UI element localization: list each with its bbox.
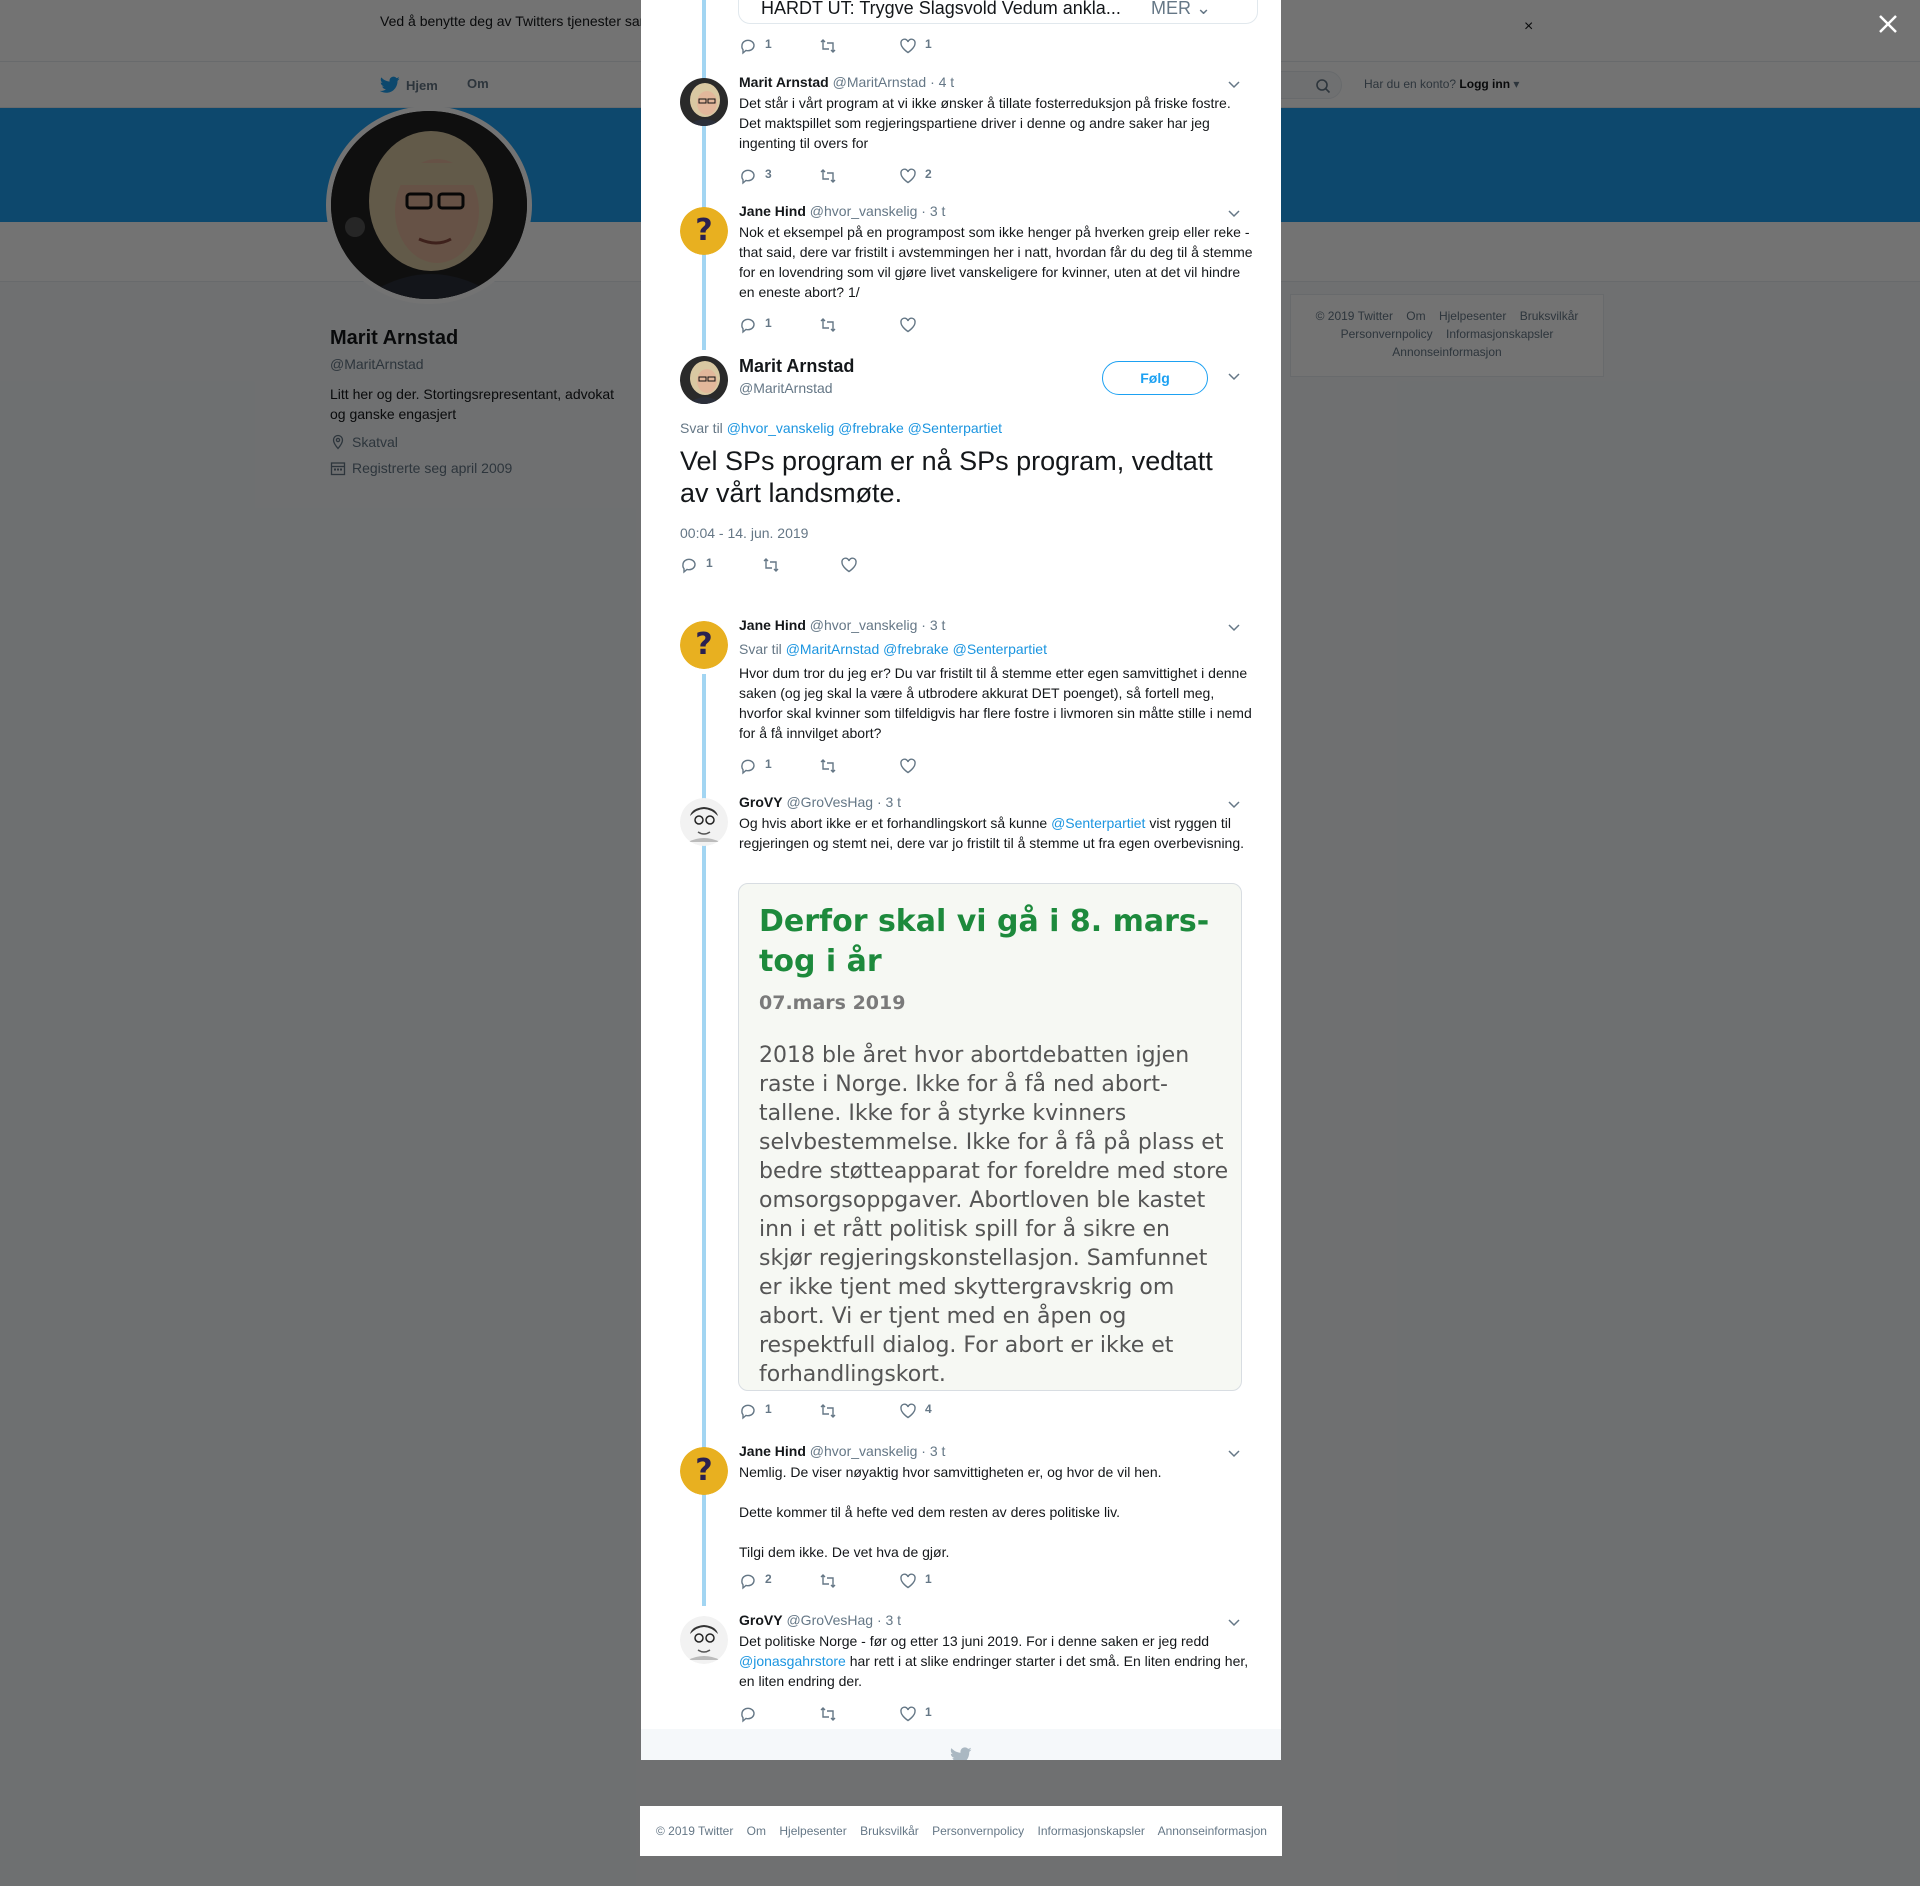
follow-button[interactable]: Følg: [1102, 361, 1208, 395]
retweet-icon: [819, 1572, 837, 1590]
reply-button[interactable]: [739, 167, 772, 185]
chevron-down-icon[interactable]: [1226, 619, 1242, 635]
tweet-time[interactable]: · 4 t: [930, 74, 955, 90]
mention-link[interactable]: @jonasgahrstore: [739, 1653, 846, 1669]
main-tweet: [641, 352, 1281, 588]
reply-count: 1: [706, 556, 713, 570]
like-icon: [899, 757, 917, 775]
reply-button[interactable]: [739, 37, 772, 55]
tweet-header: [739, 617, 945, 633]
tweet-author-name[interactable]: Marit Arnstad: [739, 74, 829, 90]
reply-icon: [739, 1402, 757, 1420]
reply-button[interactable]: [739, 1705, 765, 1723]
like-icon: [899, 167, 917, 185]
link-card-preview[interactable]: [738, 0, 1258, 24]
chevron-down-icon[interactable]: [1226, 368, 1242, 384]
like-button[interactable]: [899, 37, 932, 55]
tweet-author-name[interactable]: Jane Hind: [739, 203, 806, 219]
tweet-text-part: Og hvis abort ikke er et forhandlingskort så kunne: [739, 815, 1052, 831]
retweet-icon: [762, 556, 780, 574]
retweet-button[interactable]: [819, 1705, 837, 1723]
card-title: HARDT UT: Trygve Slagsvold Vedum ankla...: [761, 0, 1121, 18]
main-tweet-timestamp[interactable]: 00:04 - 14. jun. 2019: [680, 525, 809, 541]
footer-link[interactable]: © 2019 Twitter: [656, 1824, 734, 1838]
reply-icon: [739, 167, 757, 185]
reply-mentions[interactable]: @hvor_vanskelig @frebrake @Senterpartiet: [726, 420, 1003, 436]
chevron-down-icon: ⌄: [1196, 0, 1212, 18]
tweet-time[interactable]: · 3 t: [876, 794, 902, 810]
avatar[interactable]: [680, 798, 728, 846]
footer-link[interactable]: Annonseinformasjon: [1157, 1824, 1267, 1838]
thread-tweet[interactable]: [641, 74, 1281, 184]
tweet-author-name[interactable]: Jane Hind: [739, 1443, 806, 1459]
retweet-button[interactable]: [819, 757, 837, 775]
tweet-header: [739, 794, 901, 810]
footer-link[interactable]: Om: [746, 1824, 767, 1838]
like-count: 1: [925, 1572, 932, 1586]
like-icon: [899, 1705, 917, 1723]
tweet-text-line: Tilgi dem ikke. De vet hva de gjør.: [739, 1544, 950, 1560]
like-icon: [899, 1402, 917, 1420]
avatar[interactable]: [680, 621, 728, 669]
tweet-header: [739, 1612, 901, 1628]
tweet-text-part: har rett i at slike endringer starter i det små. En liten endring her, en liten endring der.: [739, 1653, 1249, 1689]
close-icon[interactable]: [1874, 10, 1902, 38]
tweet-text: [739, 1462, 1254, 1562]
reply-button[interactable]: [739, 1572, 772, 1590]
reply-mentions[interactable]: @MaritArnstad @frebrake @Senterpartiet: [785, 641, 1047, 657]
tweet-modal: [641, 0, 1281, 1760]
chevron-down-icon[interactable]: [1226, 76, 1242, 92]
tweet-author-handle[interactable]: @hvor_vanskelig: [809, 617, 918, 633]
main-tweet-author-handle[interactable]: @MaritArnstad: [739, 380, 833, 396]
reply-tweet[interactable]: [641, 1443, 1281, 1593]
tweet-author-name[interactable]: Jane Hind: [739, 617, 806, 633]
reply-icon: [680, 556, 698, 574]
like-icon: [899, 1572, 917, 1590]
tweet-author-handle[interactable]: @hvor_vanskelig: [809, 1443, 918, 1459]
footer-link[interactable]: Bruksvilkår: [860, 1824, 919, 1838]
tweet-header: [739, 203, 945, 219]
reply-button[interactable]: [739, 316, 772, 334]
like-button[interactable]: [899, 1572, 932, 1590]
tweet-text: Det står i vårt program at vi ikke ønsker å tillate fosterreduksjon på friske fostre. Det maktspillet som regjeringspartiene driver i denne og andre saker har jeg ingenting til overs for: [739, 95, 1231, 151]
article-body: 2018 ble året hvor abortdebatten igjen raste i Norge. Ikke for å få ned abort-tallene. Ikke for å styrke kvinners selvbestemmelse. Ikke for å få på plass et bedre støtteapparat for foreldre med store omsorgsoppgaver. Abortloven ble kastet inn i et rått politisk spill for å sikre en skjør regjeringskonstellasjon. Samfunnet er ikke tjent med skyttergravskrig om abort. Vi er tjent med en åpen og respektfull dialog. For abort er ikke et forhandlingskort.: [759, 1043, 1229, 1387]
like-button[interactable]: [899, 1402, 932, 1420]
retweet-icon: [819, 37, 837, 55]
card-more-button[interactable]: [1151, 0, 1211, 19]
tweet-text-part: Det politiske Norge - før og etter 13 juni 2019. For i denne saken er jeg redd: [739, 1633, 1210, 1649]
thread-tweet[interactable]: [641, 203, 1281, 333]
like-icon: [840, 556, 858, 574]
tweet-author-name[interactable]: GroVY: [739, 794, 783, 810]
retweet-icon: [819, 1402, 837, 1420]
retweet-button[interactable]: [819, 167, 837, 185]
article-date: 07.mars 2019: [759, 992, 906, 1014]
tweet-time[interactable]: · 3 t: [921, 203, 946, 219]
chevron-down-icon[interactable]: [1226, 1614, 1242, 1630]
retweet-icon: [819, 316, 837, 334]
avatar[interactable]: [680, 1616, 728, 1664]
footer-link[interactable]: Personvernpolicy: [932, 1824, 1025, 1838]
svg-text:?: ?: [695, 627, 713, 662]
avatar[interactable]: [680, 356, 728, 404]
reply-button[interactable]: [680, 556, 713, 574]
chevron-down-icon[interactable]: [1226, 205, 1242, 221]
retweet-button[interactable]: [819, 1572, 837, 1590]
avatar[interactable]: [680, 1447, 728, 1495]
footer-link[interactable]: Hjelpesenter: [779, 1824, 847, 1838]
tweet-text-line: Nemlig. De viser nøyaktig hvor samvittigheten er, og hvor de vil hen.: [739, 1464, 1162, 1480]
retweet-button[interactable]: [819, 316, 837, 334]
page-footer: [640, 1806, 1282, 1856]
tweet-text-line: Dette kommer til å hefte ved dem resten av deres politiske liv.: [739, 1504, 1121, 1520]
tweet-text: Nok et eksempel på en programpost som ikke henger på hverken greip eller reke - that said, dere var fristilt i avstemmingen her i natt, hvordan får du deg til å stemme for en lovendring som vil gjøre livet vanskeligere for kvinner, uten at det vil hindre en eneste abort? 1/: [739, 224, 1253, 300]
tweet-text: [739, 813, 1254, 853]
like-icon: [899, 316, 917, 334]
retweet-button[interactable]: [819, 1402, 837, 1420]
like-count: 2: [925, 167, 932, 181]
reply-icon: [739, 37, 757, 55]
reply-tweet[interactable]: [641, 1612, 1281, 1722]
reply-count: 2: [765, 1572, 772, 1586]
reply-count: 3: [765, 167, 772, 181]
reply-count: 1: [765, 757, 772, 771]
tweet-time[interactable]: · 3 t: [876, 1612, 902, 1628]
card-more-label: MER: [1151, 0, 1191, 18]
reply-count: 1: [765, 37, 772, 51]
tweet-author-handle[interactable]: @MaritArnstad: [832, 74, 927, 90]
reply-tweet[interactable]: [641, 617, 1281, 777]
reply-prefix: Svar til: [739, 641, 782, 657]
mention-link[interactable]: @Senterpartiet: [1051, 815, 1146, 831]
article-title: Derfor skal vi gå i 8. mars-tog i år: [759, 904, 1210, 979]
chevron-down-icon[interactable]: [1226, 796, 1242, 812]
attached-article-image[interactable]: [738, 883, 1242, 1391]
retweet-icon: [819, 757, 837, 775]
like-count: 1: [925, 37, 932, 51]
reply-button[interactable]: [739, 1402, 772, 1420]
reply-icon: [739, 757, 757, 775]
retweet-icon: [819, 167, 837, 185]
tweet-header: [739, 74, 954, 90]
reply-icon: [739, 1705, 757, 1723]
tweet-time[interactable]: · 3 t: [921, 617, 946, 633]
like-button[interactable]: [899, 167, 932, 185]
tweet-author-handle[interactable]: @GroVesHag: [786, 1612, 874, 1628]
reply-context: [739, 641, 1047, 657]
like-button[interactable]: [840, 556, 858, 574]
like-button[interactable]: [899, 316, 917, 334]
reply-icon: [739, 1572, 757, 1590]
retweet-icon: [819, 1705, 837, 1723]
like-count: 4: [925, 1402, 932, 1416]
reply-context: [680, 420, 1002, 436]
retweet-button[interactable]: [819, 37, 837, 55]
main-tweet-text: Vel SPs program er nå SPs program, vedtatt av vårt landsmøte.: [680, 446, 1213, 508]
reply-count: 1: [765, 1402, 772, 1416]
tweet-header: [739, 1443, 945, 1459]
footer-link[interactable]: Informasjonskapsler: [1037, 1824, 1145, 1838]
reply-icon: [739, 316, 757, 334]
avatar[interactable]: [680, 207, 728, 255]
svg-text:?: ?: [695, 1453, 713, 1488]
tweet-text-part: vist ryggen til regjeringen og stemt nei, dere var jo fristilt til å stemme ut fra egen overbevisning.: [739, 815, 1245, 851]
chevron-down-icon[interactable]: [1226, 1445, 1242, 1461]
like-count: 1: [925, 1705, 932, 1719]
reply-button[interactable]: [739, 757, 772, 775]
like-button[interactable]: [899, 1705, 932, 1723]
avatar[interactable]: [680, 78, 728, 126]
like-button[interactable]: [899, 757, 917, 775]
tweet-author-name[interactable]: GroVY: [739, 1612, 783, 1628]
main-tweet-author-name[interactable]: Marit Arnstad: [739, 356, 855, 376]
tweet-text: [739, 1631, 1254, 1691]
reply-count: 1: [765, 316, 772, 330]
like-icon: [899, 37, 917, 55]
tweet-author-handle[interactable]: @hvor_vanskelig: [809, 203, 918, 219]
retweet-button[interactable]: [762, 556, 780, 574]
reply-prefix: Svar til: [680, 420, 723, 436]
modal-bottom-strip: [641, 1729, 1281, 1760]
svg-text:?: ?: [695, 213, 713, 248]
tweet-author-handle[interactable]: @GroVesHag: [786, 794, 874, 810]
tweet-text: Hvor dum tror du jeg er? Du var fristilt til å stemme etter egen samvittighet i denne saken (og jeg skal la være å utbrodere akkurat DET poenget), så fortell meg, hvorfor skal kvinner som tilfeldigvis har flere fostre i livmoren sin måtte stille i nemd for å få innvilget abort?: [739, 665, 1252, 741]
tweet-time[interactable]: · 3 t: [921, 1443, 946, 1459]
